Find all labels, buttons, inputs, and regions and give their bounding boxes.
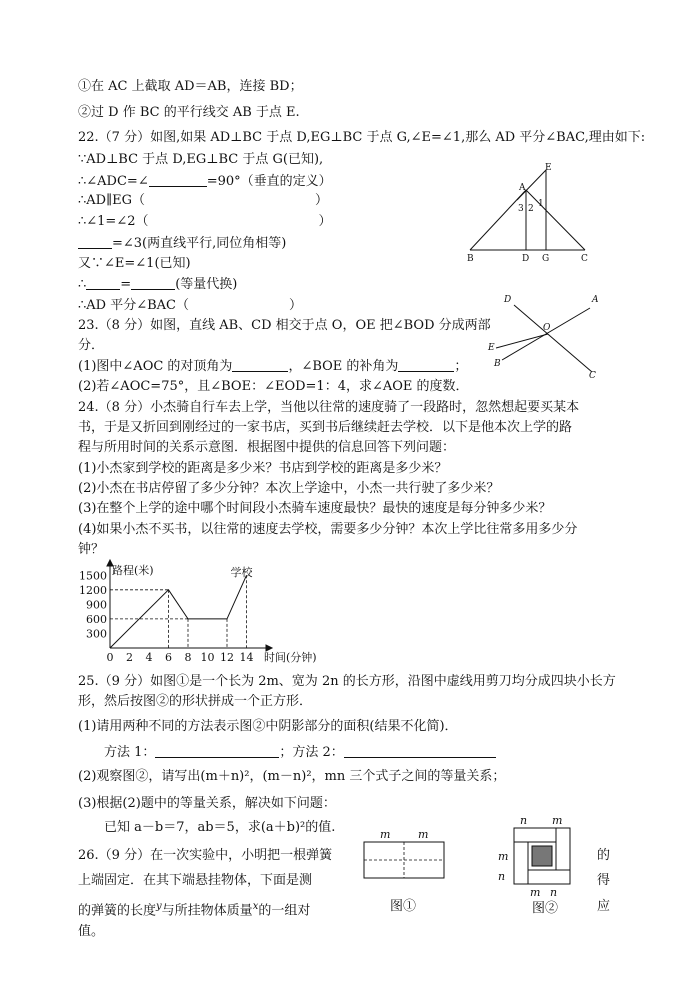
x-tick-label: 12 <box>220 651 234 664</box>
q24-line6: (3)在整个上学的途中哪个时间段小杰骑车速度最快？最快的速度是每分钟多少米？ <box>78 501 552 516</box>
answer-blank[interactable] <box>131 275 175 290</box>
x-axis-label: 时间(分钟) <box>264 651 317 664</box>
x-tick-label: 4 <box>145 651 153 664</box>
line-dc <box>514 305 592 372</box>
ray-oe <box>496 334 548 348</box>
x-tick-label: 0 <box>106 651 114 664</box>
q25-line5: (2)观察图②，请写出(m＋n)²，(m－n)²，mn 三个式子之间的等量关系； <box>78 769 506 784</box>
figure1-caption: 图① <box>390 899 417 914</box>
label-3: 3 <box>518 204 524 214</box>
q24-distance-time-chart <box>74 562 317 668</box>
x-tick-label: 6 <box>165 651 172 664</box>
q25-line7: 已知 a－b＝7，ab＝5，求(a＋b)²的值. <box>104 820 336 835</box>
shaded-center-square <box>532 846 552 866</box>
label-m: m <box>418 828 429 841</box>
q25-methods: 方法 1： ；方法 2： <box>104 743 496 762</box>
q24-line3: 程与所用时间的关系示意图．根据图中提供的信息回答下列问题： <box>78 440 456 455</box>
label-b: B <box>494 359 501 369</box>
line-ac <box>526 190 585 250</box>
label-n: n <box>520 814 528 827</box>
q26-right-fragment3: 应 <box>597 899 611 914</box>
q24-line5: (2)小杰在书店停留了多少分钟？本次上学途中，小杰一共行驶了多少米？ <box>78 481 500 496</box>
answer-blank[interactable] <box>232 357 288 372</box>
label-n: n <box>550 886 558 899</box>
label-o: O <box>543 323 551 333</box>
label-2: 2 <box>528 204 534 214</box>
q24-line8: 钟？ <box>78 542 105 557</box>
series-line <box>110 575 247 648</box>
y-axis-label: 路程(米) <box>112 564 154 577</box>
y-tick-label: 1500 <box>79 569 107 583</box>
label-a: A <box>592 295 599 305</box>
q26-right-fragment1: 的 <box>597 848 611 863</box>
q25-figure1-rectangle <box>356 826 456 920</box>
label-c: C <box>589 371 596 381</box>
answer-blank[interactable] <box>398 357 454 372</box>
answer-blank[interactable] <box>149 172 207 187</box>
q22-line5: =∠3(两直线平行,同位角相等) <box>78 234 286 253</box>
q24-line1: 24.（8 分）小杰骑自行车去上学，当他以往常的速度骑了一段路时，忽然想起要买某本 <box>78 400 580 415</box>
y-tick-label: 600 <box>86 612 107 626</box>
q25-line6: (3)根据(2)题中的等量关系，解决如下问题： <box>78 796 336 811</box>
label-c: C <box>581 254 588 264</box>
q24-line4: (1)小杰家到学校的距离是多少米？书店到学校的距离是多少米？ <box>78 461 448 476</box>
q26-line3: 的弹簧的长度$^y$与所挂物体质量$^x$的一组对 <box>78 901 311 919</box>
x-tick-label: 14 <box>239 651 254 664</box>
q22-line8: ∴AD 平分∠BAC（ ） <box>78 298 303 313</box>
q23-line3: (1)图中∠AOC 的对顶角为 ，∠BOE 的补角为 ； <box>78 359 468 374</box>
answer-blank[interactable] <box>86 275 120 290</box>
label-m: m <box>380 828 391 841</box>
y-tick-label: 1200 <box>79 583 107 597</box>
school-annotation: 学校 <box>230 566 253 579</box>
q22-line6: 又∵∠E=∠1(已知) <box>78 256 191 271</box>
q23-intersecting-lines-figure <box>486 290 606 382</box>
q23-line2: 分． <box>78 338 105 353</box>
q24-line7: (4)如果小杰不买书，以往常的速度去学校，需要多少分钟？本次上学比往常多用多少分 <box>78 522 578 537</box>
q22-title: 22.（7 分）如图,如果 AD⊥BC 于点 D,EG⊥BC 于点 G,∠E=∠1,那么 AD 平分∠BAC,理由如下: <box>78 130 646 145</box>
q22-line4: ∴∠1=∠2（ ） <box>78 214 332 229</box>
q22-line7: ∴ = (等量代换) <box>78 277 238 292</box>
y-tick-label: 900 <box>86 598 107 612</box>
label-a: A <box>519 183 526 193</box>
label-d: D <box>522 254 530 264</box>
q22-line1: ∵AD⊥BC 于点 D,EG⊥BC 于点 G(已知), <box>78 152 324 167</box>
label-d: D <box>504 295 512 305</box>
label-e: E <box>488 343 495 353</box>
label-m: m <box>498 850 509 863</box>
method2-blank[interactable] <box>344 743 496 758</box>
q25-figure2-square <box>496 812 592 920</box>
q25-line2: 形，然后按图②的形状拼成一个正方形． <box>78 694 313 709</box>
x-tick-label: 10 <box>200 651 215 664</box>
label-n: n <box>498 870 506 883</box>
label-b: B <box>467 254 474 264</box>
method1-blank[interactable] <box>155 743 279 758</box>
q23-line4: (2)若∠AOC=75°，且∠BOE：∠EOD=1：4，求∠AOE 的度数． <box>78 379 469 394</box>
y-tick-label: 300 <box>86 627 107 641</box>
q25-line3: (1)请用两种不同的方法表示图②中阴影部分的面积(结果不化简)． <box>78 719 458 734</box>
q25-line1: 25.（9 分）如图①是一个长为 2m、宽为 2n 的长方形，沿图中虚线用剪刀均分成四块小长方 <box>78 674 616 689</box>
q22-line3: ∴AD∥EG（ ） <box>78 193 328 208</box>
q26-right-fragment2: 得 <box>597 873 611 888</box>
answer-blank[interactable] <box>78 234 112 249</box>
q22-triangle-figure <box>460 160 600 270</box>
q26-line1: 26.（9 分）在一次实验中，小明把一根弹簧 <box>78 848 333 863</box>
q26-line4: 值。 <box>78 924 105 939</box>
label-e: E <box>545 163 552 173</box>
q21-step2: ②过 D 作 BC 的平行线交 AB 于点 E. <box>78 105 300 120</box>
q24-line2: 书，于是又折回到刚经过的一家书店，买到书后继续赶去学校．以下是他本次上学的路 <box>78 420 573 435</box>
q26-line2: 上端固定．在其下端悬挂物体，下面是测 <box>78 873 313 888</box>
line-ab <box>502 308 590 360</box>
x-tick-label: 8 <box>184 651 192 664</box>
x-tick-label: 2 <box>126 651 133 664</box>
label-1: 1 <box>538 199 544 209</box>
q21-step1: ①在 AC 上截取 AD＝AB，连接 BD； <box>78 79 303 94</box>
label-m: m <box>530 886 541 899</box>
label-g: G <box>542 254 550 264</box>
figure2-caption: 图② <box>532 901 559 916</box>
label-m: m <box>552 814 563 827</box>
q22-line2: ∴∠ADC=∠ =90°（垂直的定义） <box>78 174 332 189</box>
q23-line1: 23.（8 分）如图，直线 AB、CD 相交于点 O，OE 把∠BOD 分成两部 <box>78 318 491 333</box>
